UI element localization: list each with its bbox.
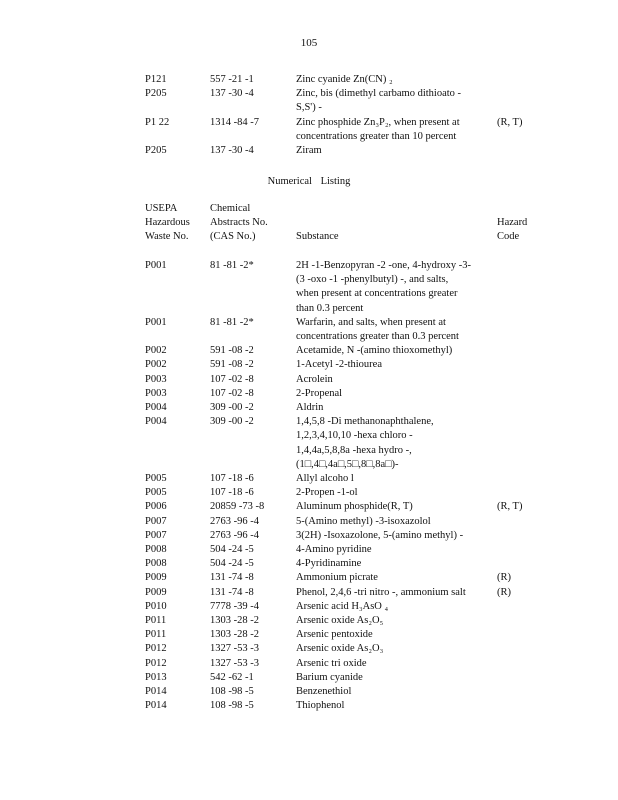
substance-line: Allyl alcoho l — [296, 473, 354, 484]
hazard-code: (R, T) — [497, 501, 523, 513]
substance-line: Zinc phosphide Zn₃P₂, when present at — [296, 116, 460, 128]
waste-code: P014 — [145, 686, 167, 697]
substance-line: Arsenic pentoxide — [296, 629, 373, 641]
header-substance: Substance — [296, 231, 339, 242]
substance-name — [296, 557, 494, 571]
substance-name — [296, 358, 494, 372]
waste-code: P205 — [145, 88, 167, 100]
waste-code: P205 — [145, 145, 167, 156]
substance-line: (1□,4□,4a□,5□,8□,8a□)- — [296, 458, 399, 470]
cas-number: 131 -74 -8 — [210, 572, 254, 584]
cas-number: 107 -02 -8 — [210, 373, 254, 385]
waste-code: P001 — [145, 260, 167, 271]
cas-number: 1327 -53 -3 — [210, 657, 259, 669]
cas-number: 2763 -96 -4 — [210, 515, 259, 527]
waste-code: P012 — [145, 657, 167, 669]
substance-line: Benzenethiol — [296, 686, 352, 697]
substance-line: Arsenic acid H₃AsO ₄ — [296, 600, 389, 612]
substance-name — [296, 642, 494, 656]
substance-line: 3(2H) -Isoxazolone, 5-(amino methyl) - — [296, 529, 464, 541]
cas-number: 591 -08 -2 — [210, 345, 254, 357]
substance-line: Barium cyanide — [296, 671, 363, 683]
waste-code: P011 — [145, 629, 167, 641]
cas-number: 1314 -84 -7 — [210, 116, 259, 128]
substance-line: 4-Pyridinamine — [296, 558, 362, 570]
waste-code: P008 — [145, 544, 167, 555]
substance-name — [296, 373, 494, 387]
substance-name — [296, 586, 494, 600]
substance-name — [296, 671, 494, 685]
substance-line: Acetamide, N -(amino thioxomethyl) — [296, 345, 453, 357]
cas-number: 107 -18 -6 — [210, 487, 254, 499]
waste-code: P005 — [145, 473, 167, 484]
header-line: (CAS No.) — [210, 231, 256, 243]
cas-number: 1303 -28 -2 — [210, 615, 259, 626]
substance-name — [296, 529, 494, 543]
waste-code: P014 — [145, 700, 167, 712]
cas-number: 107 -18 -6 — [210, 473, 254, 484]
waste-code: P011 — [145, 615, 167, 626]
hazard-code: (R) — [497, 572, 511, 584]
cas-number: 542 -62 -1 — [210, 671, 254, 683]
substance-name — [296, 144, 494, 158]
substance-line: Thiophenol — [296, 700, 345, 712]
waste-code: P1 22 — [145, 116, 170, 128]
cas-number: 504 -24 -5 — [210, 558, 254, 570]
substance-line: 5-(Amino methyl) -3-isoxazolol — [296, 515, 431, 527]
cas-number: 7778 -39 -4 — [210, 600, 259, 612]
substance-line: Arsenic oxide As₂O₃ — [296, 643, 384, 655]
waste-code: P008 — [145, 558, 167, 570]
header-line: Code — [497, 231, 520, 243]
substance-name — [296, 401, 494, 415]
substance-name — [296, 600, 494, 614]
waste-code: P006 — [145, 501, 167, 513]
substance-line: Zinc cyanide Zn(CN) ₂ — [296, 74, 393, 85]
waste-code: P009 — [145, 572, 167, 584]
substance-name — [296, 387, 494, 401]
waste-code: P012 — [145, 643, 167, 655]
substance-name — [296, 500, 494, 514]
cas-number: 1327 -53 -3 — [210, 643, 259, 655]
substance-line: Aldrin — [296, 402, 324, 413]
substance-name — [296, 259, 494, 316]
waste-code: P002 — [145, 359, 167, 371]
cas-number: 131 -74 -8 — [210, 586, 254, 598]
substance-name — [296, 116, 494, 144]
waste-code: P004 — [145, 416, 167, 428]
waste-code: P009 — [145, 586, 167, 598]
substance-name — [296, 571, 494, 585]
page-number: 105 — [300, 37, 318, 49]
substance-name — [296, 628, 494, 642]
cas-number: 107 -02 -8 — [210, 387, 254, 399]
cas-number: 137 -30 -4 — [210, 88, 254, 100]
substance-line: 4-Amino pyridine — [296, 544, 372, 555]
substance-line: S,S') - — [296, 102, 322, 114]
cas-number: 20859 -73 -8 — [210, 501, 265, 513]
header-waste-number — [145, 202, 190, 245]
waste-code: P121 — [145, 74, 167, 85]
substance-name — [296, 614, 494, 628]
cas-number: 309 -00 -2 — [210, 402, 254, 413]
substance-name — [296, 316, 494, 344]
substance-name — [296, 699, 494, 713]
waste-code: P002 — [145, 345, 167, 357]
substance-line: 2-Propenal — [296, 387, 343, 399]
cas-number: 557 -21 -1 — [210, 74, 254, 85]
cas-number: 81 -81 -2* — [210, 316, 254, 328]
cas-number: 81 -81 -2* — [210, 260, 254, 271]
cas-number: 591 -08 -2 — [210, 359, 254, 371]
cas-number: 2763 -96 -4 — [210, 529, 259, 541]
substance-line: concentrations greater than 0.3 percent — [296, 331, 459, 342]
waste-code: P013 — [145, 671, 167, 683]
substance-name — [296, 543, 494, 557]
substance-line: Ammonium picrate — [296, 572, 378, 584]
substance-line: Warfarin, and salts, when present at — [296, 316, 446, 328]
substance-line: 1,4,5,8 -Di methanonaphthalene, — [296, 416, 434, 428]
waste-code: P001 — [145, 316, 167, 328]
section-title: Numerical Listing — [267, 176, 351, 187]
substance-line: Arsenic oxide As₂O₅ — [296, 615, 384, 626]
substance-name — [296, 515, 494, 529]
substance-line: when present at concentrations greater — [296, 288, 458, 300]
substance-line: Arsenic tri oxide — [296, 657, 367, 669]
substance-name — [296, 486, 494, 500]
substance-name — [296, 472, 494, 486]
header-hazard-code — [497, 216, 527, 244]
header-cas-number — [210, 202, 268, 245]
waste-code: P010 — [145, 600, 167, 612]
cas-number: 1303 -28 -2 — [210, 629, 259, 641]
waste-code: P003 — [145, 387, 167, 399]
cas-number: 309 -00 -2 — [210, 416, 254, 428]
waste-code: P005 — [145, 487, 167, 499]
waste-code: P004 — [145, 402, 167, 413]
cas-number: 108 -98 -5 — [210, 700, 254, 712]
cas-number: 504 -24 -5 — [210, 544, 254, 555]
hazard-code: (R) — [497, 586, 511, 598]
substance-line: Phenol, 2,4,6 -tri nitro -, ammonium salt — [296, 586, 466, 598]
header-line: Waste No. — [145, 231, 189, 243]
waste-code: P007 — [145, 515, 167, 527]
header-line: Abstracts No. — [210, 217, 268, 229]
substance-line: 1,4,4a,5,8,8a -hexa hydro -, — [296, 444, 412, 456]
substance-line: 1,2,3,4,10,10 -hexa chloro - — [296, 430, 413, 442]
waste-code: P003 — [145, 373, 167, 385]
header-line: Chemical — [210, 203, 251, 214]
substance-line: Ziram — [296, 145, 322, 156]
substance-line: 2-Propen -1-ol — [296, 487, 358, 499]
substance-name — [296, 87, 494, 115]
substance-name — [296, 685, 494, 699]
substance-name — [296, 415, 494, 472]
substance-line: than 0.3 percent — [296, 302, 364, 314]
hazard-code: (R, T) — [497, 116, 523, 128]
cas-number: 137 -30 -4 — [210, 145, 254, 156]
substance-name — [296, 344, 494, 358]
substance-line: Zinc, bis (dimethyl carbamo dithioato - — [296, 88, 462, 100]
substance-line: Aluminum phosphide(R, T) — [296, 501, 413, 513]
substance-line: Acrolein — [296, 373, 333, 385]
table-header — [0, 202, 618, 250]
substance-line: 1-Acetyl -2-thiourea — [296, 359, 383, 371]
cas-number: 108 -98 -5 — [210, 686, 254, 697]
waste-code: P007 — [145, 529, 167, 541]
substance-line: 2H -1-Benzopyran -2 -one, 4-hydroxy -3- — [296, 260, 471, 271]
substance-name — [296, 73, 494, 87]
header-line: Hazard — [497, 217, 528, 228]
header-line: Hazardous — [145, 217, 190, 229]
substance-line: (3 -oxo -1 -phenylbutyl) -, and salts, — [296, 274, 449, 286]
substance-name — [296, 657, 494, 671]
substance-line: concentrations greater than 10 percent — [296, 130, 457, 142]
header-line: USEPA — [145, 203, 178, 214]
